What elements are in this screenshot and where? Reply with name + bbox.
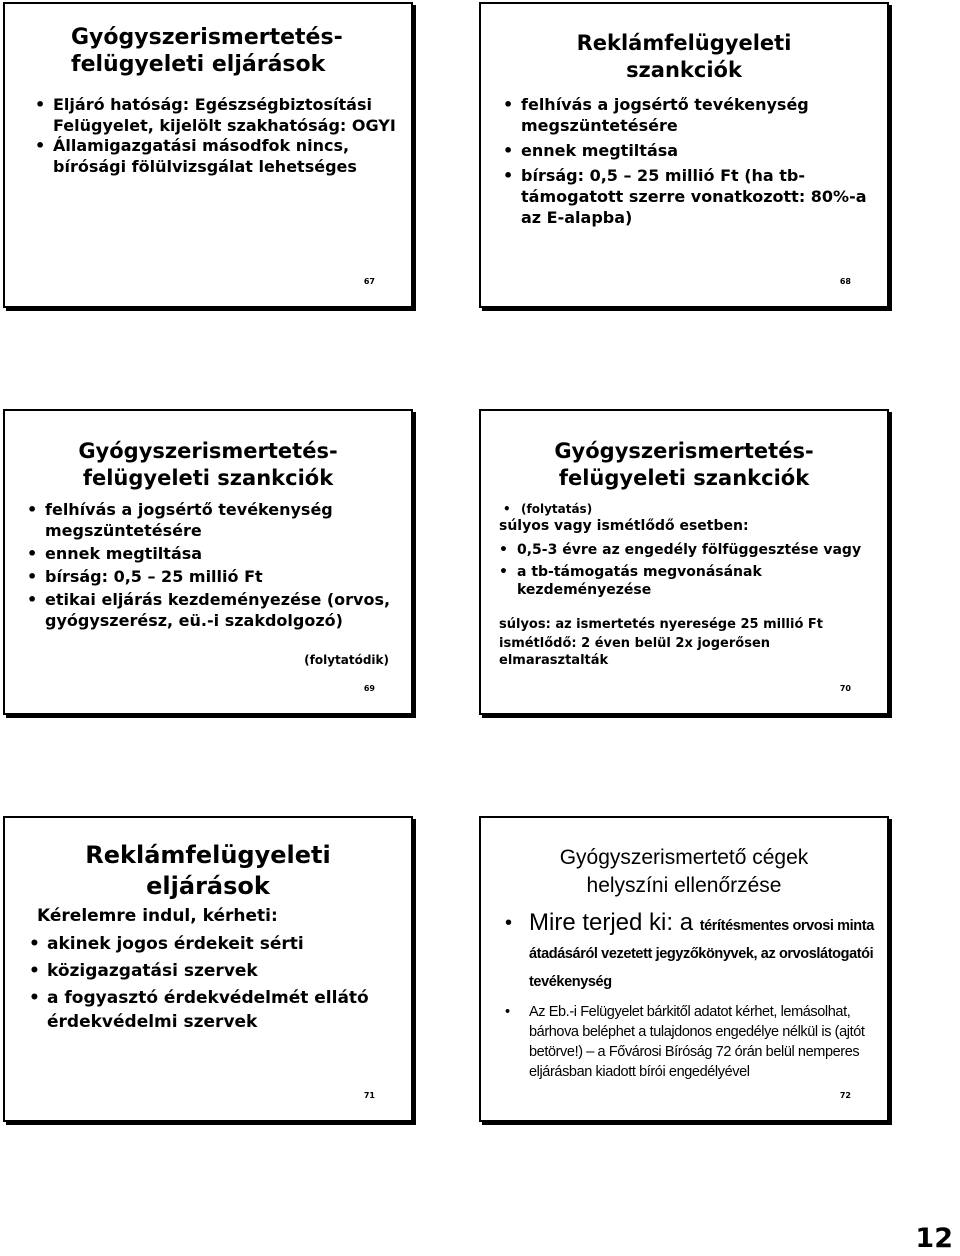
slide-68 bbox=[479, 2, 889, 308]
slide-number: 71 bbox=[363, 1091, 375, 1100]
title-line: eljárások bbox=[146, 872, 270, 900]
slide-72 bbox=[479, 816, 889, 1122]
title-line: Gyógyszerismertetés- bbox=[554, 439, 814, 463]
bullet-list bbox=[27, 499, 412, 633]
bullet-item: • etikai eljárás kezdeményezése (orvos, gyógyszerész, eü.-i szakdolgozó) bbox=[27, 589, 412, 631]
slide-title bbox=[481, 30, 887, 84]
title-line: Reklámfelügyeleti bbox=[85, 841, 331, 869]
severe-definition: súlyos: az ismertetés nyeresége 25 millió Ft bbox=[499, 617, 823, 632]
repeat-definition: ismétlődő: 2 éven belül 2x jogerősen elmarasztalták bbox=[499, 636, 771, 668]
title-line: felügyeleti szankciók bbox=[82, 466, 334, 490]
bullet-item: • ennek megtiltása bbox=[27, 543, 412, 564]
bullet-item: • a fogyasztó érdekvédelmét ellátó érdekvédelmi szervek bbox=[29, 986, 399, 1034]
slide-number: 68 bbox=[839, 277, 851, 286]
bullet-item: • 0,5-3 évre az engedély fölfüggesztése vagy bbox=[499, 541, 869, 559]
page-number: 12 bbox=[915, 1223, 953, 1254]
slide-number: 70 bbox=[839, 684, 851, 693]
title-line: Gyógyszerismertetés- bbox=[71, 25, 343, 50]
title-line: Gyógyszerismertetés- bbox=[78, 439, 338, 463]
bullet-item: • ennek megtiltása bbox=[503, 140, 873, 161]
bullet-detail: térítésmentes orvosi minta átadásáról vezetett jegyzőkönyvek, az orvoslátogatói tevékenység bbox=[529, 918, 874, 990]
title-line: Gyógyszerismertető cégek bbox=[559, 846, 809, 869]
slide-number: 72 bbox=[839, 1091, 851, 1100]
slide-number: 69 bbox=[363, 684, 375, 693]
bullet-item: • akinek jogos érdekeit sérti bbox=[29, 932, 399, 956]
title-line: szankciók bbox=[626, 58, 742, 82]
bullet-lead: Mire terjed ki: a bbox=[529, 909, 700, 936]
lead-text: Kérelemre indul, kérheti: bbox=[37, 906, 278, 926]
slide-number: 67 bbox=[363, 277, 375, 286]
continued-note: (folytatódik) bbox=[304, 653, 389, 667]
bullet-item: • Államigazgatási másodfok nincs, bírósági fölülvizsgálat lehetséges bbox=[35, 136, 405, 177]
bullet-list bbox=[35, 95, 405, 177]
slide-title bbox=[71, 24, 343, 78]
lead-text: súlyos vagy ismétlődő esetben: bbox=[499, 518, 749, 534]
bullet-item: • közigazgatási szervek bbox=[29, 959, 399, 983]
bullet-list bbox=[503, 94, 873, 232]
slide-title bbox=[481, 438, 887, 492]
slide-67 bbox=[3, 2, 413, 308]
bullet-item: • Az Eb.-i Felügyelet bárkitől adatot kérhet, lemásolhat, bárhova beléphet a tulajdonos engedélye nélkül is (ajtót betörve!) – a Fővárosi Bíróság 72 órán belül nemperes eljárásban kiadott bírói engedélyével bbox=[505, 1002, 875, 1082]
continuation-note: • (folytatás) bbox=[503, 502, 592, 516]
title-line: felügyeleti eljárások bbox=[71, 52, 326, 77]
bullet-list bbox=[29, 932, 399, 1037]
bullet-item: • felhívás a jogsértő tevékenység megszüntetésére bbox=[503, 94, 873, 136]
bullet-item: • Eljáró hatóság: Egészségbiztosítási Felügyelet, kijelölt szakhatóság: OGYI bbox=[35, 95, 405, 136]
bullet-list bbox=[499, 541, 869, 603]
bullet-item: • bírság: 0,5 – 25 millió Ft bbox=[27, 566, 412, 587]
bullet-item: • a tb-támogatás megvonásának kezdeményezése bbox=[499, 563, 869, 599]
slide-title bbox=[5, 840, 411, 902]
title-line: helyszíni ellenőrzése bbox=[586, 874, 782, 897]
title-line: Reklámfelügyeleti bbox=[576, 31, 792, 55]
title-line: felügyeleti szankciók bbox=[558, 466, 810, 490]
bullet-list bbox=[505, 909, 875, 1082]
slide-69 bbox=[3, 409, 413, 715]
slide-70 bbox=[479, 409, 889, 715]
slide-title bbox=[5, 438, 411, 492]
slide-title bbox=[481, 844, 887, 900]
slide-71 bbox=[3, 816, 413, 1122]
bullet-item: • felhívás a jogsértő tevékenység megszüntetésére bbox=[27, 499, 412, 541]
bullet-item: • bírság: 0,5 – 25 millió Ft (ha tb-támogatott szerre vonatkozott: 80%-a az E-alapba) bbox=[503, 165, 873, 228]
bullet-item bbox=[505, 909, 875, 993]
